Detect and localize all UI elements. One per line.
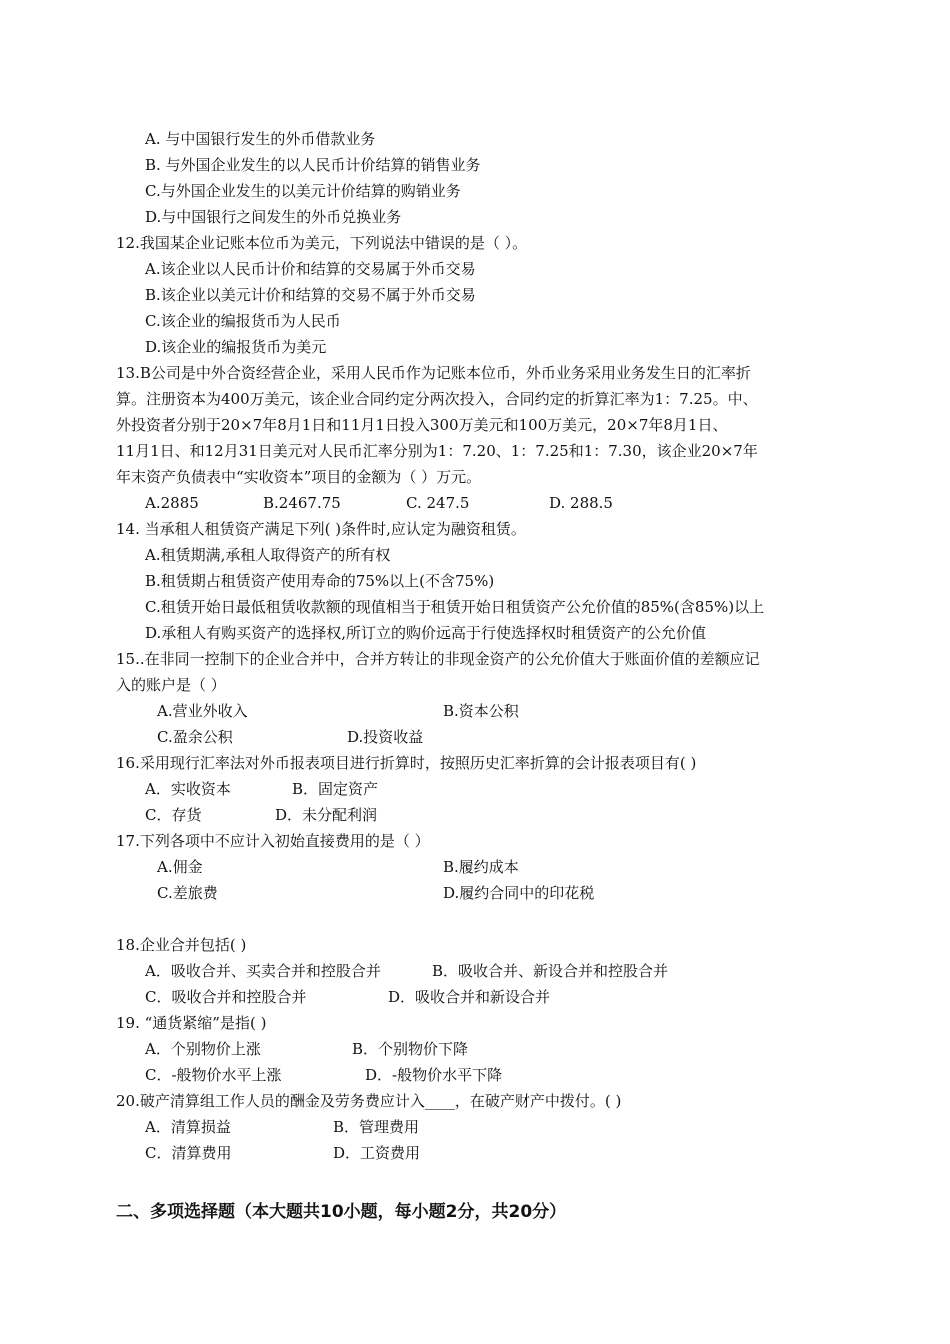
q19-stem: 19. “通货紧缩”是指( ) [116,1014,267,1032]
q18-stem: 18.企业合并包括( ) [116,936,247,954]
q18-option-b: B．吸收合并、新设合并和控股合并 [432,962,669,980]
q12-option-b: B.该企业以美元计价和结算的交易不属于外币交易 [145,286,476,304]
q13-option-a: A.2885 [145,494,199,512]
q13-stem-line1: 13.B公司是中外合资经营企业，采用人民币作为记账本位币，外币业务采用业务发生日的汇率折 [116,364,751,382]
q13-stem-line3: 外投资者分别于20×7年8月1日和11月1日投入300万美元和100万美元，20×7年8月1日、 [116,416,728,434]
q20-option-d: D．工资费用 [333,1144,421,1162]
q17-option-a: A.佣金 [157,858,203,876]
q18-option-a: A．吸收合并、买卖合并和控股合并 [145,962,381,980]
q16-option-c: C．存货 [145,806,202,824]
q18-option-c: C．吸收合并和控股合并 [145,988,307,1006]
q13-stem-line4: 11月1日、和12月31日美元对人民币汇率分别为1：7.20、1：7.25和1：7.30，该企业20×7年 [116,442,758,460]
q11-option-d: D.与中国银行之间发生的外币兑换业务 [145,208,402,226]
q20-option-c: C．清算费用 [145,1144,232,1162]
q20-option-b: B．管理费用 [333,1118,420,1136]
q12-stem: 12.我国某企业记账本位币为美元，下列说法中错误的是（ ）。 [116,234,528,252]
q17-option-b: B.履约成本 [443,858,519,876]
q20-option-a: A．清算损益 [145,1118,231,1136]
q16-option-d: D．未分配利润 [275,806,378,824]
q14-option-a: A.租赁期满,承租人取得资产的所有权 [145,546,391,564]
q19-option-d: D．-般物价水平下降 [365,1066,503,1084]
q15-stem-line2: 入的账户是（ ） [116,676,226,694]
q13-stem-line2: 算。注册资本为400万美元，该企业合同约定分两次投入，合同约定的折算汇率为1：7.25。中、 [116,390,758,408]
q16-stem: 16.采用现行汇率法对外币报表项目进行折算时，按照历史汇率折算的会计报表项目有( ) [116,754,697,772]
q12-option-c: C.该企业的编报货币为人民币 [145,312,341,330]
q11-option-b: B. 与外国企业发生的以人民币计价结算的销售业务 [145,156,481,174]
q17-option-c: C.差旅费 [157,884,218,902]
section-heading-multiple-choice: 二、多项选择题（本大题共10小题，每小题2分，共20分） [116,1202,567,1222]
q12-option-a: A.该企业以人民币计价和结算的交易属于外币交易 [145,260,476,278]
q13-option-d: D. 288.5 [549,494,613,512]
q13-option-b: B.2467.75 [263,494,341,512]
q20-stem: 20.破产清算组工作人员的酬金及劳务费应计入____，在破产财产中拨付。( ) [116,1092,622,1110]
q15-option-d: D.投资收益 [347,728,424,746]
q14-option-d: D.承租人有购买资产的选择权,所订立的购价远高于行使选择权时租赁资产的公允价值 [145,624,707,642]
q14-stem: 14. 当承租人租赁资产满足下列( )条件时,应认定为融资租赁。 [116,520,526,538]
q15-option-c: C.盈余公积 [157,728,233,746]
q18-option-d: D．吸收合并和新设合并 [388,988,551,1006]
q11-option-c: C.与外国企业发生的以美元计价结算的购销业务 [145,182,461,200]
q16-option-a: A．实收资本 [145,780,231,798]
q13-option-c: C. 247.5 [406,494,470,512]
q15-option-b: B.资本公积 [443,702,519,720]
q19-option-a: A．个别物价上涨 [145,1040,261,1058]
q19-option-c: C．-般物价水平上涨 [145,1066,282,1084]
q19-option-b: B．个别物价下降 [352,1040,469,1058]
q11-option-a: A. 与中国银行发生的外币借款业务 [145,130,376,148]
q15-stem-line1: 15..在非同一控制下的企业合并中，合并方转让的非现金资产的公允价值大于账面价值的差额应记 [116,650,760,668]
q17-option-d: D.履约合同中的印花税 [443,884,595,902]
q13-stem-line5: 年末资产负债表中“实收资本”项目的金额为（ ）万元。 [116,468,482,486]
q14-option-c: C.租赁开始日最低租赁收款额的现值相当于租赁开始日租赁资产公允价值的85%(含85%)以上 [145,598,765,616]
q12-option-d: D.该企业的编报货币为美元 [145,338,327,356]
q15-option-a: A.营业外收入 [157,702,248,720]
q16-option-b: B．固定资产 [292,780,379,798]
q17-stem: 17.下列各项中不应计入初始直接费用的是（ ） [116,832,430,850]
q14-option-b: B.租赁期占租赁资产使用寿命的75%以上(不含75%) [145,572,495,590]
